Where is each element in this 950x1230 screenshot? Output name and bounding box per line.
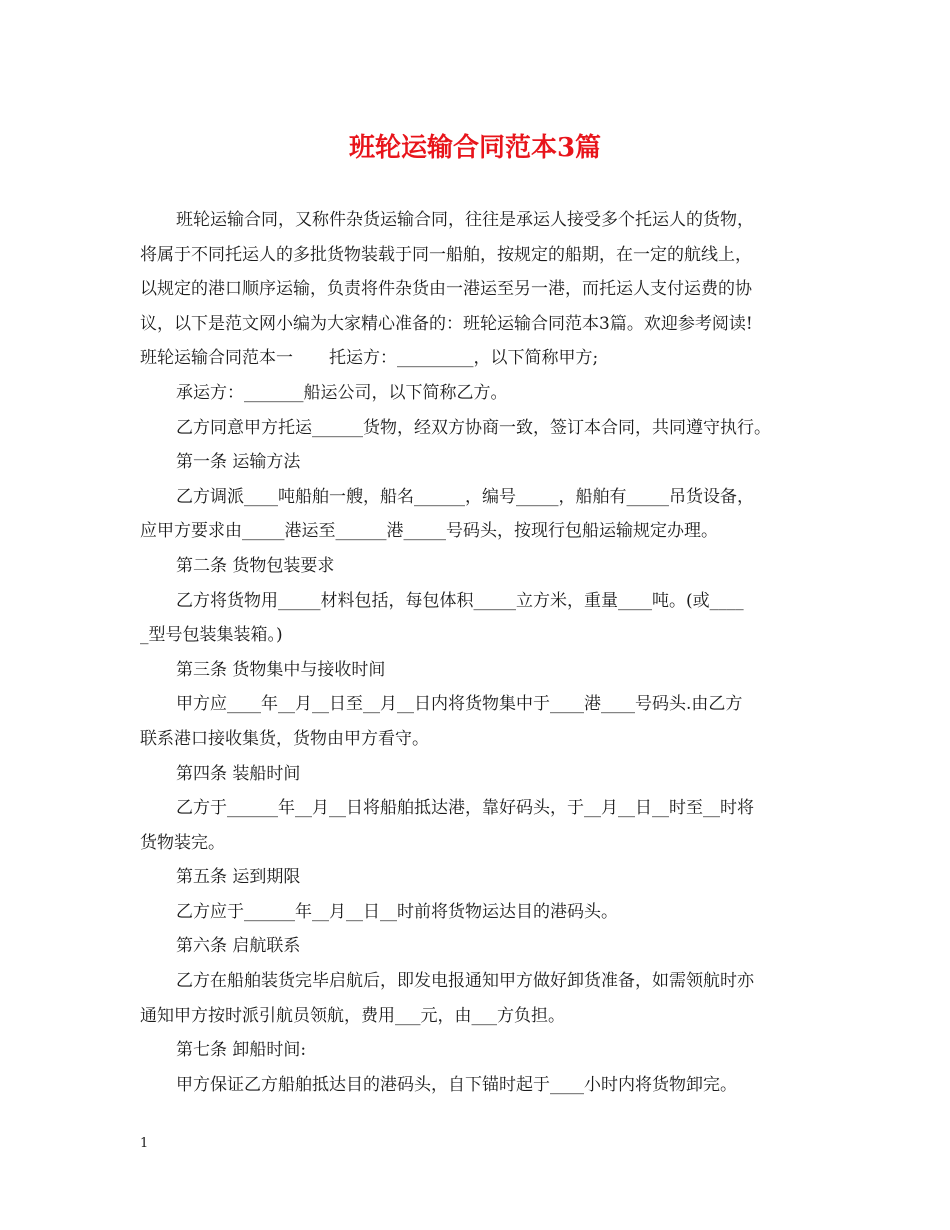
carrier-line: 承运方：_______船运公司，以下简称乙方。 [176,382,508,403]
article-text: 应甲方要求由_____港运至______港_____号码头，按现行包船运输规定办理。 [140,521,718,542]
article-heading: 第一条 运输方法 [176,452,301,473]
article-heading: 第三条 货物集中与接收时间 [176,659,386,680]
article-text: 乙方调派____吨船舶一艘，船名______，编号_____，船舶有_____吊货设备， [176,486,754,507]
article-heading: 第六条 启航联系 [176,936,301,957]
article-text: 通知甲方按时派引航员领航，费用___元，由___方负担。 [140,1005,565,1026]
page-number: 1 [140,1136,149,1151]
article-heading: 第四条 装船时间 [176,763,301,784]
article-text: 联系港口接收集货，货物由甲方看守。 [140,728,429,749]
article-text: 甲方应____年__月__日至__月__日内将货物集中于____港____号码头.由乙方 [176,694,743,715]
article-text: 乙方于______年__月__日将船舶抵达港，靠好码头，于__月__日__时至__时将 [176,798,754,819]
intro-line: 议，以下是范文网小编为大家精心准备的：班轮运输合同范本3篇。欢迎参考阅读! [140,313,753,334]
agreement-line: 乙方同意甲方托运______货物，经双方协商一致，签订本合同，共同遵守执行。 [176,417,771,438]
article-heading: 第七条 卸船时间: [176,1040,307,1061]
document-body [140,203,830,1102]
article-text: _型号包装集装箱。) [140,625,283,646]
intro-line: 将属于不同托运人的多批货物装载于同一船舶，按规定的船期，在一定的航线上， [140,244,752,265]
article-text: 甲方保证乙方船舶抵达目的港码头，自下锚时起于____小时内将货物卸完。 [176,1074,737,1095]
article-heading: 第五条 运到期限 [176,867,301,888]
article-text: 乙方在船舶装货完毕启航后，即发电报通知甲方做好卸货准备，如需领航时亦 [176,971,754,992]
contract-label: 班轮运输合同范本一 [140,348,293,369]
document-title: 班轮运输合同范本3篇 [348,133,602,163]
article-text: 乙方将货物用_____材料包括，每包体积_____立方米，重量____吨。(或____ [176,590,744,611]
article-heading: 第二条 货物包装要求 [176,555,335,576]
intro-line: 以规定的港口顺序运输，负责将件杂货由一港运至另一港，而托运人支付运费的协 [140,279,752,300]
contract-header-line [140,341,830,376]
intro-line: 班轮运输合同，又称件杂货运输合同，往往是承运人接受多个托运人的货物， [176,210,754,230]
article-text: 乙方应于______年__月__日__时前将货物运达目的港码头。 [176,901,618,922]
shipper-line: 托运方：_________，以下简称甲方; [329,348,599,369]
article-text: 货物装完。 [140,832,225,853]
